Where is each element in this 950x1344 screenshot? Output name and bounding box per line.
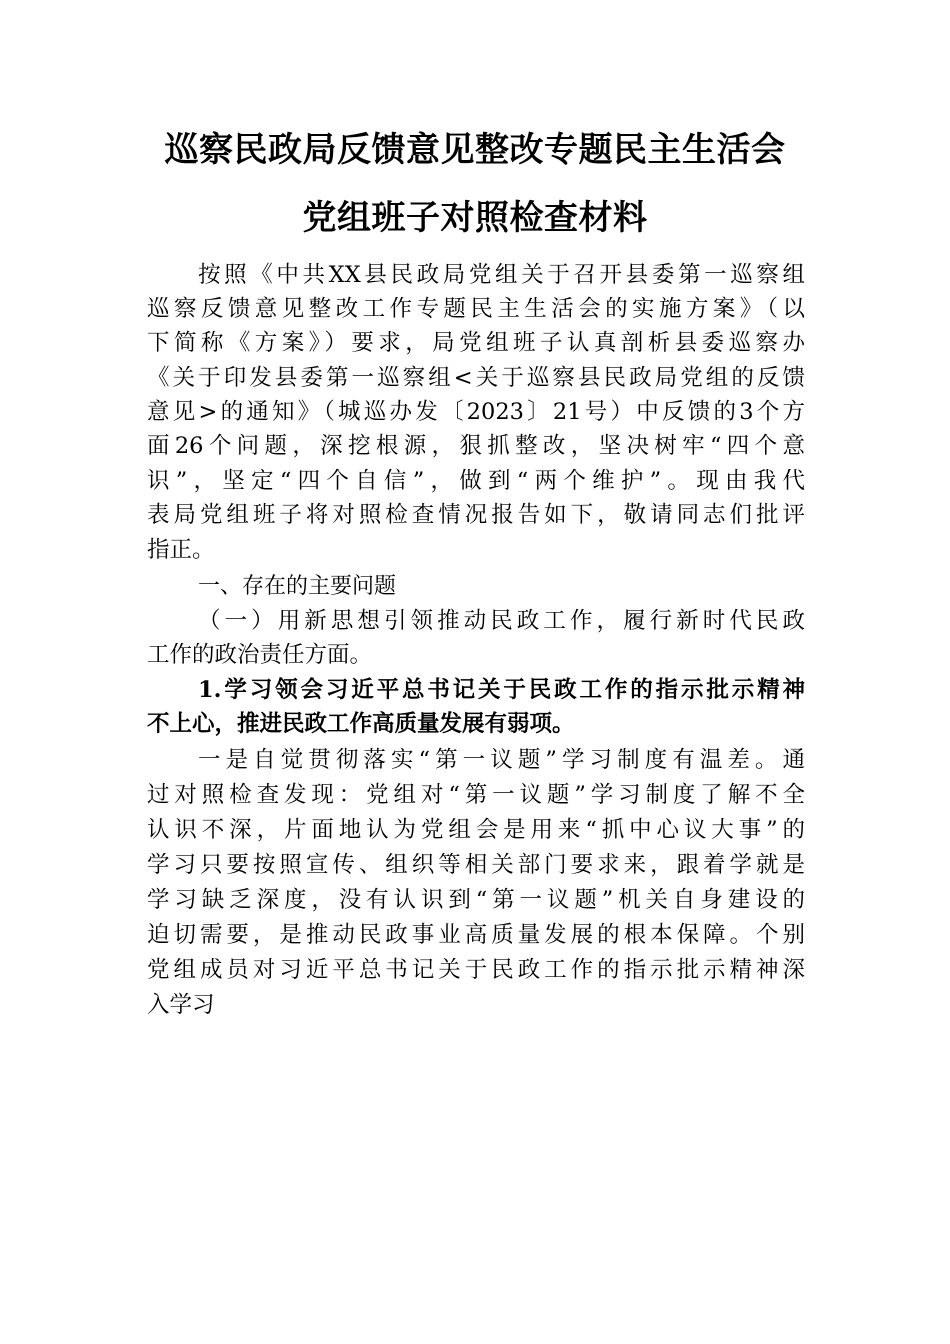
paragraph-line: 《关于印发县委第一巡察组<关于巡察县民政局党组的反馈 bbox=[147, 365, 805, 391]
paragraph-line: 一是自觉贯彻落实“第一议题”学习制度有温差。通 bbox=[198, 747, 805, 773]
paragraph-line: 1.学习领会习近平总书记关于民政工作的指示批示精神 bbox=[198, 677, 805, 703]
paragraph-line: 工作的政治责任方面。 bbox=[147, 642, 373, 668]
paragraph-line: 下简称《方案》）要求，局党组班子认真剖析县委巡察办 bbox=[147, 330, 805, 356]
paragraph-line: 迫切需要，是推动民政事业高质量发展的根本保障。个别 bbox=[147, 922, 805, 948]
paragraph-line: 面26个问题，深挖根源，狠抓整改，坚决树牢“四个意 bbox=[147, 433, 805, 459]
paragraph-line: 党组成员对习近平总书记关于民政工作的指示批示精神深 bbox=[147, 957, 805, 983]
paragraph-line: 认识不深，片面地认为党组会是用来“抓中心议大事”的 bbox=[147, 817, 805, 843]
paragraph-line: 学习只要按照宣传、组织等相关部门要求来，跟着学就是 bbox=[147, 852, 805, 878]
paragraph-line: 不上心，推进民政工作高质量发展有弱项。 bbox=[147, 711, 575, 737]
document-title-line-2: 党组班子对照检查材料 bbox=[302, 198, 648, 238]
paragraph-line: 巡察反馈意见整改工作专题民主生活会的实施方案》（以 bbox=[147, 296, 805, 322]
section-heading: 一、存在的主要问题 bbox=[198, 574, 397, 599]
paragraph-line: 学习缺乏深度，没有认识到“第一议题”机关自身建设的 bbox=[147, 887, 805, 913]
document-title-line-1: 巡察民政局反馈意见整改专题民主生活会 bbox=[164, 130, 786, 170]
paragraph-line: 按照《中共XX县民政局党组关于召开县委第一巡察组 bbox=[198, 262, 805, 288]
paragraph-line: 识”，坚定“四个自信”，做到“两个维护”。现由我代 bbox=[147, 468, 805, 494]
paragraph-line: 过对照检查发现：党组对“第一议题”学习制度了解不全 bbox=[147, 782, 805, 808]
paragraph-line: 指正。 bbox=[147, 537, 215, 563]
paragraph-line: （一）用新思想引领推动民政工作，履行新时代民政 bbox=[198, 608, 805, 634]
paragraph-line: 入学习 bbox=[147, 992, 215, 1018]
paragraph-line: 意见>的通知》（城巡办发〔2023〕21号）中反馈的3个方 bbox=[147, 399, 805, 425]
paragraph-line: 表局党组班子将对照检查情况报告如下，敬请同志们批评 bbox=[147, 502, 805, 528]
